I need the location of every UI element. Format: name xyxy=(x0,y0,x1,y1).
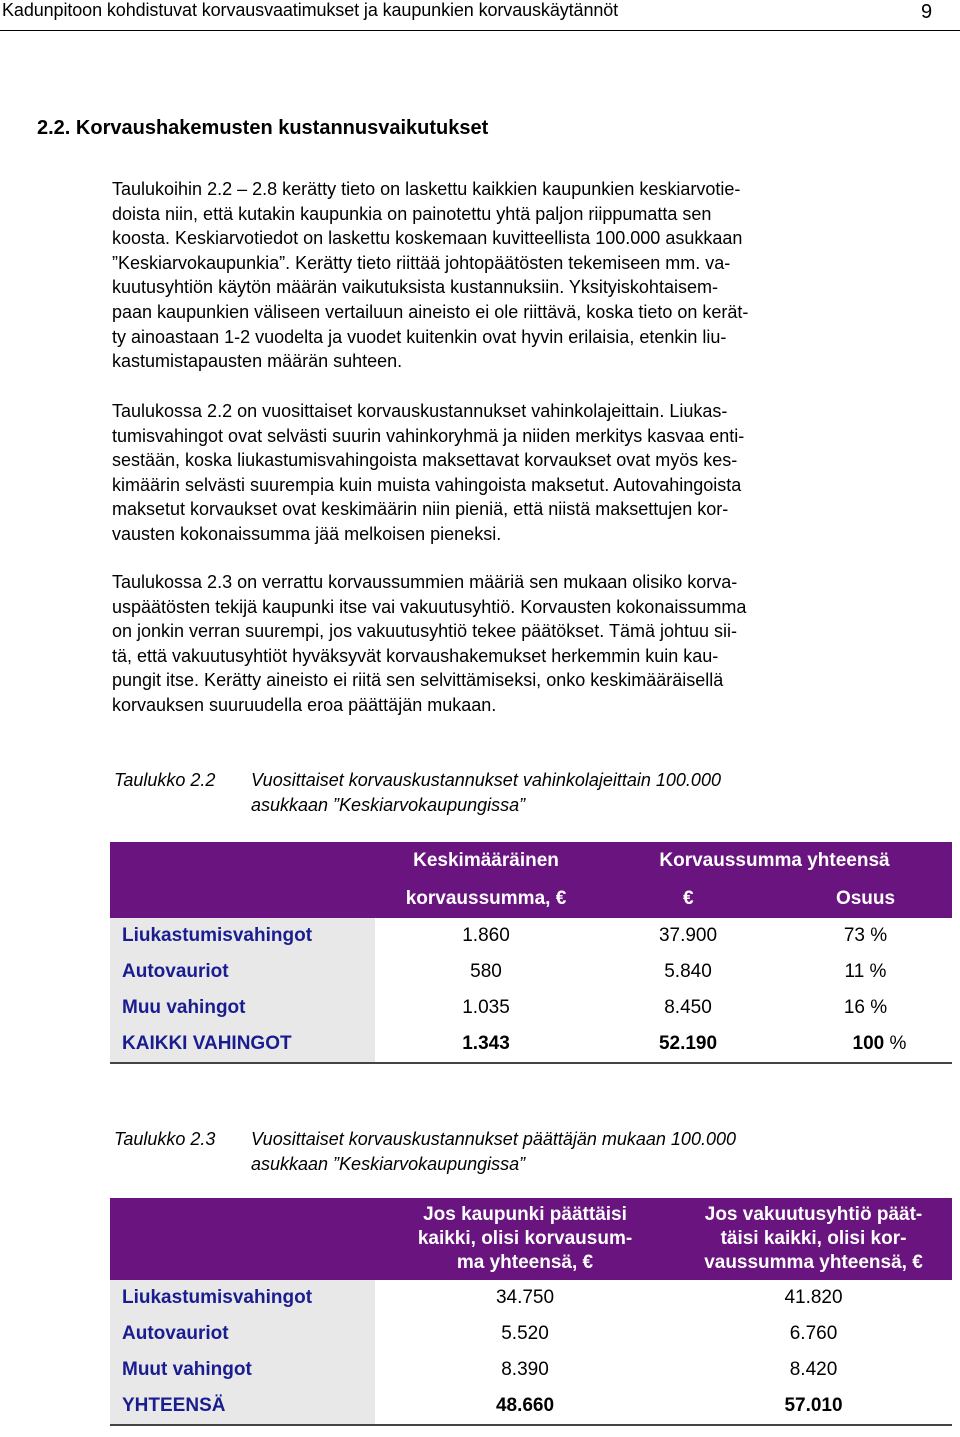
header-line: vaussumma yhteensä, € xyxy=(704,1252,923,1273)
header-insurer-decides xyxy=(675,1198,952,1280)
table-row xyxy=(110,1316,952,1352)
table-caption-label: Taulukko 2.3 xyxy=(114,1129,216,1149)
header-total-group: Korvaussumma yhteensä xyxy=(597,842,952,880)
paragraph-line: on jonkin verran suurempi, jos vakuutusyhtiö tekee päätökset. Tämä johtuu sii- xyxy=(112,621,737,642)
cell-average: 580 xyxy=(375,954,597,990)
paragraph-2 xyxy=(112,399,872,547)
table-caption-text: Vuosittaiset korvauskustannukset päättäjän mukaan 100.000 xyxy=(251,1129,736,1149)
table-caption-text: asukkaan ”Keskiarvokaupungissa” xyxy=(251,795,526,815)
cell-share: 11 % xyxy=(779,954,952,990)
paragraph-line: tumisvahingot ovat selvästi suurin vahinkoryhmä ja niiden merkitys kasvaa enti- xyxy=(112,425,745,446)
paragraph-line: kimäärin selvästi suurempia kuin muista vahingoista maksetut. Autovahingoista xyxy=(112,474,742,495)
paragraph-line: paan kaupunkien väliseen vertailuun aineisto ei ole riittävä, koska tieto on kerät- xyxy=(112,301,749,322)
paragraph-line: korvauksen suuruudella eroa päättäjän mukaan. xyxy=(112,694,497,715)
paragraph-line: koosta. Keskiarvotiedot on laskettu koskemaan kuvitteellista 100.000 asukkaan xyxy=(112,228,743,249)
cell-city: 48.660 xyxy=(375,1388,675,1425)
header-line: ma yhteensä, € xyxy=(456,1252,594,1273)
paragraph-line: maksetut korvaukset ovat keskimäärin niin pieniä, että niistä maksettujen kor- xyxy=(112,499,729,520)
cell-insurer: 8.420 xyxy=(675,1352,952,1388)
cell-total: 8.450 xyxy=(597,990,779,1026)
row-label: Autovauriot xyxy=(110,1316,375,1352)
paragraph-1 xyxy=(112,177,872,374)
table-2-3 xyxy=(110,1198,952,1426)
paragraph-line: tä, että vakuutusyhtiöt hyväksyvät korvaushakemukset herkemmin kuin kau- xyxy=(112,645,719,666)
paragraph-line: Taulukossa 2.2 on vuosittaiset korvauskustannukset vahinkolajeittain. Liukas- xyxy=(112,401,728,421)
row-label: Liukastumisvahingot xyxy=(110,1280,375,1316)
header-line: kaikki, olisi korvausum- xyxy=(417,1228,633,1249)
table-caption-text: Vuosittaiset korvauskustannukset vahinkolajeittain 100.000 xyxy=(251,770,721,790)
header-title: Kadunpitoon kohdistuvat korvausvaatimukset ja kaupunkien korvauskäytännöt xyxy=(2,0,619,20)
cell-average: 1.860 xyxy=(375,918,597,954)
cell-average: 1.343 xyxy=(375,1026,597,1063)
table-row xyxy=(110,1280,952,1316)
table-caption-text: asukkaan ”Keskiarvokaupungissa” xyxy=(251,1154,526,1174)
table-total-row xyxy=(110,1388,952,1425)
cell-total: 37.900 xyxy=(597,918,779,954)
header-divider xyxy=(0,30,960,31)
paragraph-line: ty ainoastaan 1-2 vuodelta ja vuodet kuitenkin ovat hyvin erilaisia, etenkin liu- xyxy=(112,326,727,347)
paragraph-line: pungit itse. Kerätty aineisto ei riitä sen selvittämiseksi, onko keskimääräisellä xyxy=(112,670,724,691)
table-row xyxy=(110,954,952,990)
header-city-decides xyxy=(375,1198,675,1280)
row-label: Muut vahingot xyxy=(110,1352,375,1388)
table-row xyxy=(110,1352,952,1388)
table-total-row xyxy=(110,1026,952,1063)
cell-total: 52.190 xyxy=(597,1026,779,1063)
paragraph-line: kastumistapausten määrän suhteen. xyxy=(112,351,403,372)
cell-average: 1.035 xyxy=(375,990,597,1026)
cell-total: 5.840 xyxy=(597,954,779,990)
header-total-unit: € xyxy=(597,880,779,918)
table-header-row xyxy=(110,842,952,880)
cell-insurer: 57.010 xyxy=(675,1388,952,1425)
header-average: Keskimääräinen xyxy=(375,842,597,880)
cell-share: 16 % xyxy=(779,990,952,1026)
cell-city: 34.750 xyxy=(375,1280,675,1316)
row-label: Liukastumisvahingot xyxy=(110,918,375,954)
paragraph-line: vausten kokonaissumma jää melkoisen pieneksi. xyxy=(112,523,502,544)
section-heading: 2.2. Korvaushakemusten kustannusvaikutukset xyxy=(37,117,489,139)
header-line: täisi kaikki, olisi kor- xyxy=(720,1228,907,1249)
paragraph-line: Taulukoihin 2.2 – 2.8 kerätty tieto on laskettu kaikkien kaupunkien keskiarvotie- xyxy=(112,179,741,199)
table-caption-label: Taulukko 2.2 xyxy=(114,770,216,790)
paragraph-line: ”Keskiarvokaupunkia”. Kerätty tieto riittää johtopäätösten tekemiseen mm. va- xyxy=(112,252,731,273)
table-2-2 xyxy=(110,842,952,1064)
cell-insurer: 6.760 xyxy=(675,1316,952,1352)
cell-city: 8.390 xyxy=(375,1352,675,1388)
header-line: Jos vakuutusyhtiö päät- xyxy=(704,1204,923,1225)
cell-share: 73 % xyxy=(779,918,952,954)
paragraph-3 xyxy=(112,570,872,718)
cell-insurer: 41.820 xyxy=(675,1280,952,1316)
table-row xyxy=(110,918,952,954)
row-label: Autovauriot xyxy=(110,954,375,990)
cell-share-number: 100 xyxy=(852,1033,885,1054)
page-number: 9 xyxy=(921,1,933,23)
row-label: KAIKKI VAHINGOT xyxy=(110,1026,375,1063)
header-share: Osuus xyxy=(779,880,952,918)
table-header-row xyxy=(110,880,952,918)
table-header-row xyxy=(110,1198,952,1280)
paragraph-line: kuutusyhtiön käytön määrän vaikutuksista kustannuksiin. Yksityiskohtaisem- xyxy=(112,277,718,298)
cell-city: 5.520 xyxy=(375,1316,675,1352)
row-label: YHTEENSÄ xyxy=(110,1388,375,1425)
table-row xyxy=(110,990,952,1026)
paragraph-line: uspäätösten tekijä kaupunki itse vai vakuutusyhtiö. Korvausten kokonaissumma xyxy=(112,596,747,617)
row-label: Muu vahingot xyxy=(110,990,375,1026)
header-average-unit: korvaussumma, € xyxy=(375,880,597,918)
cell-share xyxy=(779,1026,952,1063)
paragraph-line: doista niin, että kutakin kaupunkia on painotettu yhtä paljon riippumatta sen xyxy=(112,203,712,224)
cell-share-percent: % xyxy=(889,1033,907,1054)
paragraph-line: Taulukossa 2.3 on verrattu korvaussummien määriä sen mukaan olisiko korva- xyxy=(112,572,738,592)
header-line: Jos kaupunki päättäisi xyxy=(423,1204,627,1225)
paragraph-line: sestään, koska liukastumisvahingoista maksettavat korvaukset ovat myös kes- xyxy=(112,450,738,471)
